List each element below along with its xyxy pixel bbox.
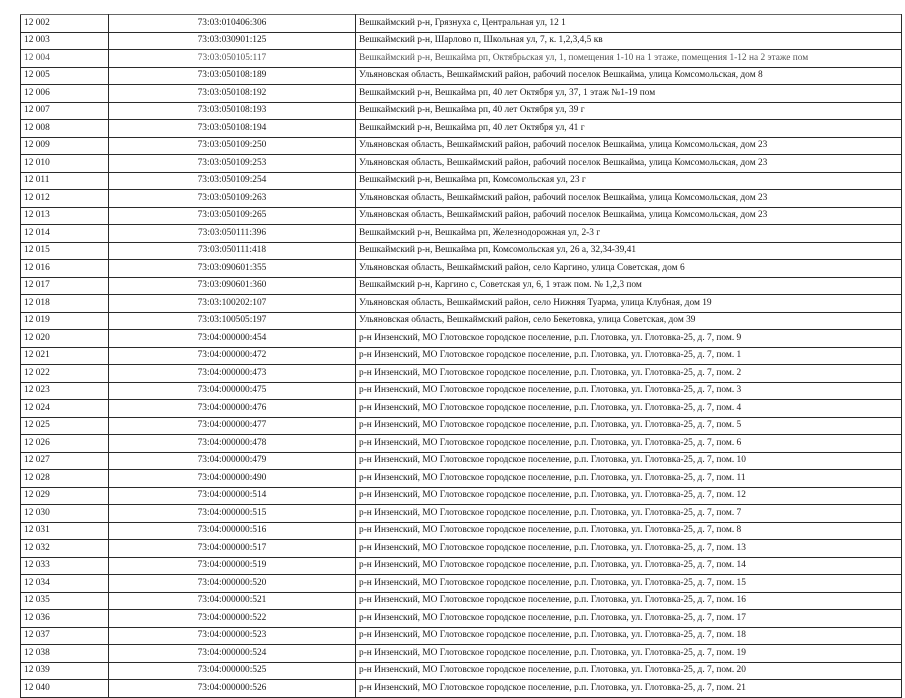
cadastral-number-cell: 73:04:000000:522 [109, 610, 356, 628]
table-row [21, 610, 902, 628]
row-number-cell: 12 036 [21, 610, 109, 628]
row-number-cell: 12 026 [21, 435, 109, 453]
table-row [21, 435, 902, 453]
table-row [21, 15, 902, 33]
cadastral-table [20, 14, 902, 698]
table-row [21, 592, 902, 610]
table-row [21, 67, 902, 85]
cadastral-number-cell: 73:04:000000:473 [109, 365, 356, 383]
address-cell: р-н Инзенский, МО Глотовское городское поселение, р.п. Глотовка, ул. Глотовка-25, д. 7, пом. 14 [356, 557, 902, 575]
address-cell: Ульяновская область, Вешкаймский район, село Каргино, улица Советская, дом 6 [356, 260, 902, 278]
address-cell: р-н Инзенский, МО Глотовское городское поселение, р.п. Глотовка, ул. Глотовка-25, д. 7, пом. 5 [356, 417, 902, 435]
row-number-cell: 12 024 [21, 400, 109, 418]
row-number-cell: 12 031 [21, 522, 109, 540]
cadastral-number-cell: 73:03:050108:189 [109, 67, 356, 85]
row-number-cell: 12 019 [21, 312, 109, 330]
cadastral-number-cell: 73:03:050108:193 [109, 102, 356, 120]
cadastral-number-cell: 73:04:000000:454 [109, 330, 356, 348]
cadastral-number-cell: 73:03:050109:254 [109, 172, 356, 190]
row-number-cell: 12 035 [21, 592, 109, 610]
address-cell: р-н Инзенский, МО Глотовское городское поселение, р.п. Глотовка, ул. Глотовка-25, д. 7, пом. 7 [356, 505, 902, 523]
address-cell: р-н Инзенский, МО Глотовское городское поселение, р.п. Глотовка, ул. Глотовка-25, д. 7, пом. 8 [356, 522, 902, 540]
address-cell: р-н Инзенский, МО Глотовское городское поселение, р.п. Глотовка, ул. Глотовка-25, д. 7, пом. 17 [356, 610, 902, 628]
row-number-cell: 12 005 [21, 67, 109, 85]
address-cell: р-н Инзенский, МО Глотовское городское поселение, р.п. Глотовка, ул. Глотовка-25, д. 7, пом. 12 [356, 487, 902, 505]
row-number-cell: 12 039 [21, 662, 109, 680]
table-row [21, 645, 902, 663]
table-row [21, 50, 902, 68]
row-number-cell: 12 004 [21, 50, 109, 68]
row-number-cell: 12 012 [21, 190, 109, 208]
table-row [21, 557, 902, 575]
table-body [21, 15, 902, 698]
row-number-cell: 12 021 [21, 347, 109, 365]
address-cell: р-н Инзенский, МО Глотовское городское поселение, р.п. Глотовка, ул. Глотовка-25, д. 7, пом. 21 [356, 680, 902, 698]
cadastral-number-cell: 73:04:000000:478 [109, 435, 356, 453]
row-number-cell: 12 017 [21, 277, 109, 295]
address-cell: р-н Инзенский, МО Глотовское городское поселение, р.п. Глотовка, ул. Глотовка-25, д. 7, пом. 19 [356, 645, 902, 663]
table-row [21, 347, 902, 365]
table-row [21, 400, 902, 418]
address-cell: Вешкаймский р-н, Вешкайма рп, 40 лет Октября ул, 41 г [356, 120, 902, 138]
row-number-cell: 12 027 [21, 452, 109, 470]
row-number-cell: 12 029 [21, 487, 109, 505]
address-cell: Вешкаймский р-н, Грязнуха с, Центральная ул, 12 1 [356, 15, 902, 33]
table-row [21, 680, 902, 698]
cadastral-number-cell: 73:04:000000:490 [109, 470, 356, 488]
row-number-cell: 12 037 [21, 627, 109, 645]
row-number-cell: 12 002 [21, 15, 109, 33]
table-row [21, 242, 902, 260]
table-row [21, 312, 902, 330]
row-number-cell: 12 028 [21, 470, 109, 488]
address-cell: Вешкаймский р-н, Шарлово п, Школьная ул, 7, к. 1,2,3,4,5 кв [356, 32, 902, 50]
address-cell: р-н Инзенский, МО Глотовское городское поселение, р.п. Глотовка, ул. Глотовка-25, д. 7, пом. 10 [356, 452, 902, 470]
address-cell: Вешкаймский р-н, Вешкайма рп, 40 лет Октября ул, 37, 1 этаж №1-19 пом [356, 85, 902, 103]
cadastral-number-cell: 73:04:000000:516 [109, 522, 356, 540]
row-number-cell: 12 023 [21, 382, 109, 400]
address-cell: Ульяновская область, Вешкаймский район, село Нижняя Туарма, улица Клубная, дом 19 [356, 295, 902, 313]
cadastral-number-cell: 73:03:050109:265 [109, 207, 356, 225]
table-row [21, 452, 902, 470]
cadastral-number-cell: 73:04:000000:526 [109, 680, 356, 698]
address-cell: Ульяновская область, Вешкаймский район, рабочий поселок Вешкайма, улица Комсомольская, дом 23 [356, 207, 902, 225]
row-number-cell: 12 018 [21, 295, 109, 313]
cadastral-number-cell: 73:04:000000:519 [109, 557, 356, 575]
cadastral-number-cell: 73:04:000000:521 [109, 592, 356, 610]
table-row [21, 662, 902, 680]
row-number-cell: 12 032 [21, 540, 109, 558]
table-row [21, 522, 902, 540]
cadastral-number-cell: 73:03:090601:360 [109, 277, 356, 295]
table-row [21, 295, 902, 313]
cadastral-number-cell: 73:04:000000:524 [109, 645, 356, 663]
address-cell: Ульяновская область, Вешкаймский район, рабочий поселок Вешкайма, улица Комсомольская, дом 23 [356, 190, 902, 208]
cadastral-number-cell: 73:03:030901:125 [109, 32, 356, 50]
row-number-cell: 12 013 [21, 207, 109, 225]
address-cell: р-н Инзенский, МО Глотовское городское поселение, р.п. Глотовка, ул. Глотовка-25, д. 7, пом. 18 [356, 627, 902, 645]
cadastral-number-cell: 73:04:000000:472 [109, 347, 356, 365]
address-cell: р-н Инзенский, МО Глотовское городское поселение, р.п. Глотовка, ул. Глотовка-25, д. 7, пом. 13 [356, 540, 902, 558]
cadastral-number-cell: 73:04:000000:520 [109, 575, 356, 593]
address-cell: Ульяновская область, Вешкаймский район, рабочий поселок Вешкайма, улица Комсомольская, дом 23 [356, 155, 902, 173]
address-cell: р-н Инзенский, МО Глотовское городское поселение, р.п. Глотовка, ул. Глотовка-25, д. 7, пом. 6 [356, 435, 902, 453]
table-row [21, 277, 902, 295]
row-number-cell: 12 003 [21, 32, 109, 50]
address-cell: р-н Инзенский, МО Глотовское городское поселение, р.п. Глотовка, ул. Глотовка-25, д. 7, пом. 1 [356, 347, 902, 365]
cadastral-number-cell: 73:03:100202:107 [109, 295, 356, 313]
row-number-cell: 12 014 [21, 225, 109, 243]
table-row [21, 330, 902, 348]
table-row [21, 417, 902, 435]
table-row [21, 172, 902, 190]
address-cell: Вешкаймский р-н, Вешкайма рп, Железнодорожная ул, 2-3 г [356, 225, 902, 243]
cadastral-number-cell: 73:04:000000:475 [109, 382, 356, 400]
row-number-cell: 12 011 [21, 172, 109, 190]
row-number-cell: 12 006 [21, 85, 109, 103]
table-row [21, 32, 902, 50]
table-row [21, 540, 902, 558]
address-cell: р-н Инзенский, МО Глотовское городское поселение, р.п. Глотовка, ул. Глотовка-25, д. 7, пом. 9 [356, 330, 902, 348]
cadastral-number-cell: 73:03:010406:306 [109, 15, 356, 33]
cadastral-number-cell: 73:04:000000:476 [109, 400, 356, 418]
table-row [21, 505, 902, 523]
row-number-cell: 12 015 [21, 242, 109, 260]
row-number-cell: 12 022 [21, 365, 109, 383]
cadastral-number-cell: 73:04:000000:517 [109, 540, 356, 558]
row-number-cell: 12 033 [21, 557, 109, 575]
row-number-cell: 12 025 [21, 417, 109, 435]
table-row [21, 120, 902, 138]
address-cell: р-н Инзенский, МО Глотовское городское поселение, р.п. Глотовка, ул. Глотовка-25, д. 7, пом. 20 [356, 662, 902, 680]
table-row [21, 382, 902, 400]
table-row [21, 85, 902, 103]
row-number-cell: 12 009 [21, 137, 109, 155]
address-cell: р-н Инзенский, МО Глотовское городское поселение, р.п. Глотовка, ул. Глотовка-25, д. 7, пом. 11 [356, 470, 902, 488]
table-row [21, 155, 902, 173]
row-number-cell: 12 010 [21, 155, 109, 173]
table-row [21, 470, 902, 488]
cadastral-number-cell: 73:03:050109:253 [109, 155, 356, 173]
table-row [21, 207, 902, 225]
cadastral-number-cell: 73:04:000000:525 [109, 662, 356, 680]
cadastral-number-cell: 73:03:050111:418 [109, 242, 356, 260]
address-cell: р-н Инзенский, МО Глотовское городское поселение, р.п. Глотовка, ул. Глотовка-25, д. 7, пом. 4 [356, 400, 902, 418]
address-cell: Ульяновская область, Вешкаймский район, рабочий поселок Вешкайма, улица Комсомольская, дом 23 [356, 137, 902, 155]
table-row [21, 190, 902, 208]
address-cell: р-н Инзенский, МО Глотовское городское поселение, р.п. Глотовка, ул. Глотовка-25, д. 7, пом. 3 [356, 382, 902, 400]
row-number-cell: 12 016 [21, 260, 109, 278]
table-row [21, 487, 902, 505]
table-row [21, 575, 902, 593]
cadastral-number-cell: 73:03:090601:355 [109, 260, 356, 278]
table-row [21, 260, 902, 278]
row-number-cell: 12 007 [21, 102, 109, 120]
address-cell: Вешкаймский р-н, Вешкайма рп, Октябрьская ул, 1, помещения 1-10 на 1 этаже, помещения 1-12 на 2 этаже пом [356, 50, 902, 68]
row-number-cell: 12 008 [21, 120, 109, 138]
cadastral-number-cell: 73:04:000000:477 [109, 417, 356, 435]
address-cell: Вешкаймский р-н, Вешкайма рп, 40 лет Октября ул, 39 г [356, 102, 902, 120]
table-row [21, 102, 902, 120]
cadastral-number-cell: 73:04:000000:523 [109, 627, 356, 645]
cadastral-number-cell: 73:03:050109:263 [109, 190, 356, 208]
cadastral-number-cell: 73:03:050108:194 [109, 120, 356, 138]
address-cell: р-н Инзенский, МО Глотовское городское поселение, р.п. Глотовка, ул. Глотовка-25, д. 7, пом. 16 [356, 592, 902, 610]
table-row [21, 627, 902, 645]
table-row [21, 137, 902, 155]
address-cell: р-н Инзенский, МО Глотовское городское поселение, р.п. Глотовка, ул. Глотовка-25, д. 7, пом. 15 [356, 575, 902, 593]
cadastral-number-cell: 73:04:000000:515 [109, 505, 356, 523]
cadastral-number-cell: 73:04:000000:514 [109, 487, 356, 505]
cadastral-number-cell: 73:03:050105:117 [109, 50, 356, 68]
address-cell: Вешкаймский р-н, Вешкайма рп, Комсомольская ул, 26 а, 32,34-39,41 [356, 242, 902, 260]
cadastral-number-cell: 73:03:050109:250 [109, 137, 356, 155]
cadastral-number-cell: 73:03:050111:396 [109, 225, 356, 243]
row-number-cell: 12 020 [21, 330, 109, 348]
address-cell: р-н Инзенский, МО Глотовское городское поселение, р.п. Глотовка, ул. Глотовка-25, д. 7, пом. 2 [356, 365, 902, 383]
row-number-cell: 12 038 [21, 645, 109, 663]
address-cell: Вешкаймский р-н, Каргино с, Советская ул, 6, 1 этаж пом. № 1,2,3 пом [356, 277, 902, 295]
cadastral-number-cell: 73:03:050108:192 [109, 85, 356, 103]
address-cell: Ульяновская область, Вешкаймский район, село Бекетовка, улица Советская, дом 39 [356, 312, 902, 330]
address-cell: Ульяновская область, Вешкаймский район, рабочий поселок Вешкайма, улица Комсомольская, дом 8 [356, 67, 902, 85]
row-number-cell: 12 040 [21, 680, 109, 698]
row-number-cell: 12 030 [21, 505, 109, 523]
row-number-cell: 12 034 [21, 575, 109, 593]
address-cell: Вешкаймский р-н, Вешкайма рп, Комсомольская ул, 23 г [356, 172, 902, 190]
table-row [21, 365, 902, 383]
table-row [21, 225, 902, 243]
cadastral-number-cell: 73:03:100505:197 [109, 312, 356, 330]
cadastral-number-cell: 73:04:000000:479 [109, 452, 356, 470]
